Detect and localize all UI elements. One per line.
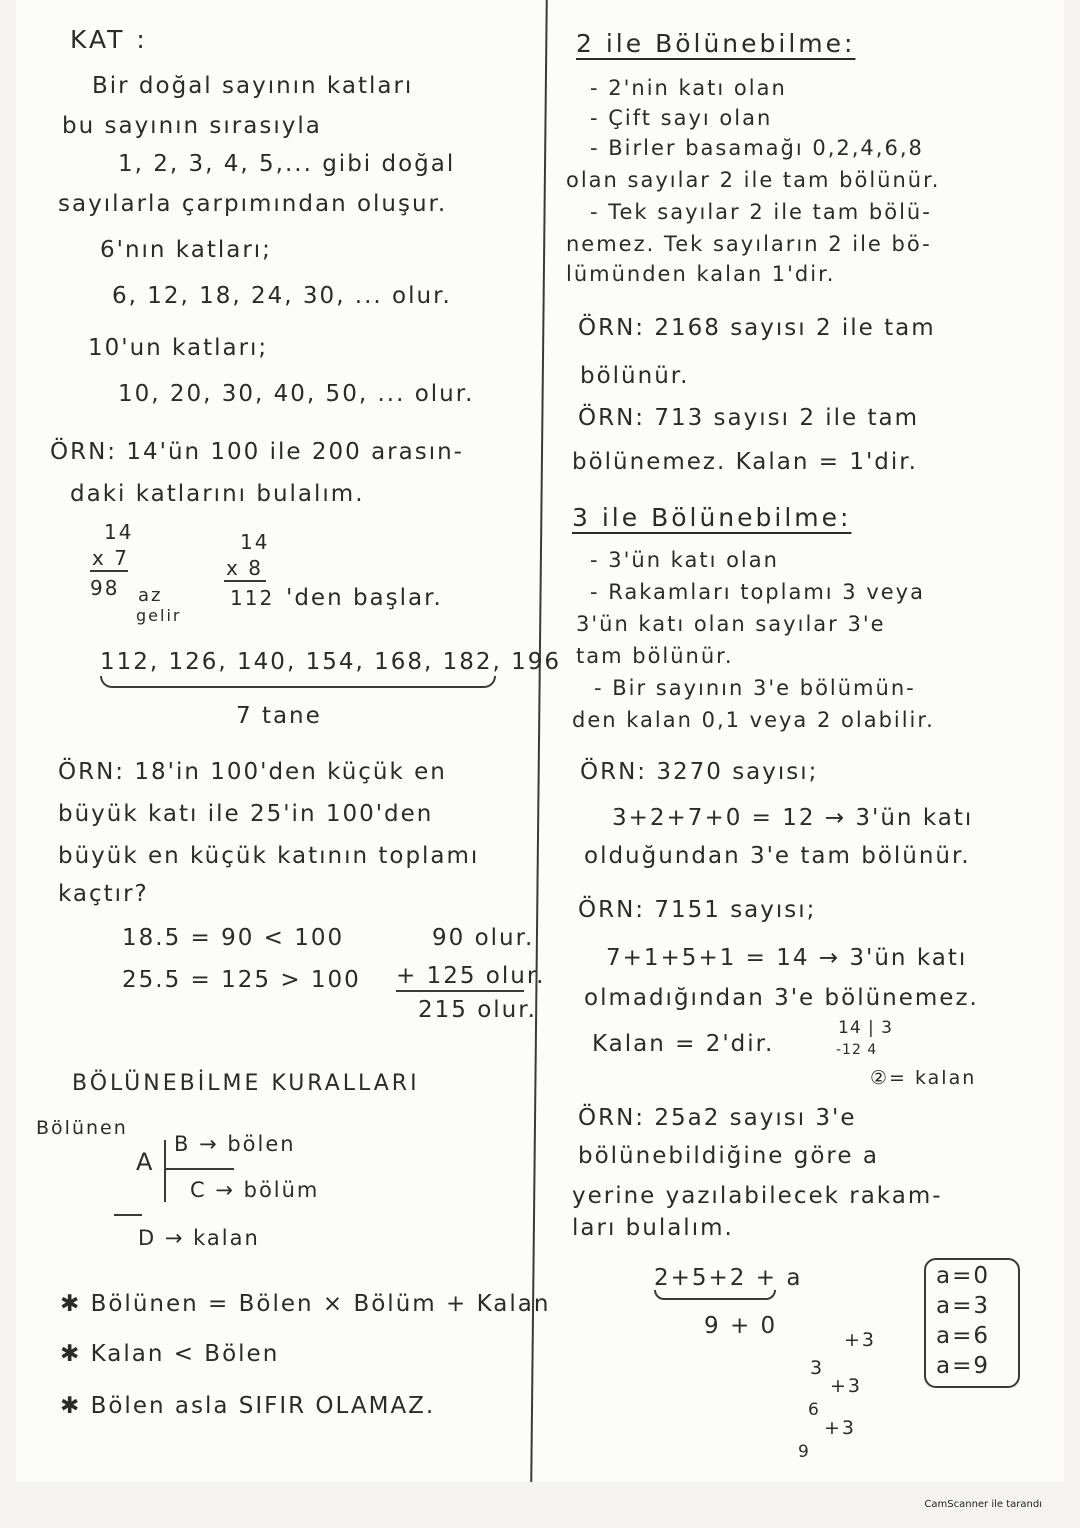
six-multiples-label: 6'nın katları; <box>100 237 272 263</box>
example-line: 3+2+7+0 = 12 → 3'ün katı <box>612 805 974 831</box>
remainder-d: D → kalan <box>138 1226 260 1250</box>
sum-line: 90 olur. <box>432 925 535 951</box>
example-question-line: büyük en küçük katının toplamı <box>58 843 480 869</box>
example-line: olmadığından 3'e bölünemez. <box>584 985 979 1011</box>
example-line: ları bulalım. <box>572 1215 734 1241</box>
long-division: 14 | 3 <box>838 1018 893 1038</box>
sum-line: + 125 olur. <box>396 963 546 989</box>
answer-value: a=3 <box>936 1293 990 1319</box>
division-bar <box>164 1140 166 1202</box>
step-note: +3 <box>844 1329 877 1351</box>
multiples-count: 7 tane <box>236 703 322 729</box>
calc-multiplier: x 7 <box>92 546 129 570</box>
example-line: yerine yazılabilecek rakam- <box>572 1183 943 1209</box>
digit-sum-result: 9 + 0 <box>704 1313 778 1339</box>
scanner-watermark: CamScanner ile tarandı <box>924 1499 1042 1510</box>
rule-line: tam bölünür. <box>576 644 734 668</box>
example-line: olduğundan 3'e tam bölünür. <box>584 843 971 869</box>
calc-note: az <box>138 585 163 606</box>
example-line: 7+1+5+1 = 14 → 3'ün katı <box>606 945 968 971</box>
remainder-rule <box>114 1214 142 1216</box>
calc-note: gelir <box>136 606 182 625</box>
calc-line-2: 25.5 = 125 > 100 <box>122 967 361 993</box>
example-line: ÖRN: 7151 sayısı; <box>578 897 817 923</box>
step-value: 9 <box>798 1442 811 1462</box>
division-rule <box>164 1168 234 1170</box>
example-line: Kalan = 2'dir. <box>592 1031 775 1057</box>
digit-sum: 2+5+2 + a <box>654 1265 803 1291</box>
example-question-line: daki katlarını bulalım. <box>70 481 365 507</box>
example-question-line: kaçtır? <box>58 881 149 907</box>
rule-line: nemez. Tek sayıların 2 ile bö- <box>566 232 932 256</box>
calc-result: 112 <box>230 586 275 610</box>
calc-result: 98 <box>90 576 120 600</box>
rule-line: - Tek sayılar 2 ile tam bölü- <box>590 200 932 224</box>
kat-definition-line: 1, 2, 3, 4, 5,... gibi doğal <box>118 151 456 177</box>
rule-line: - Birler basamağı 0,2,4,6,8 <box>590 136 924 160</box>
step-value: 3 <box>810 1357 825 1379</box>
remainder-note: ②= kalan <box>870 1067 977 1089</box>
kat-definition-line: sayılarla çarpımından oluşur. <box>58 191 448 217</box>
rule-line: - 2'nin katı olan <box>590 76 787 100</box>
example-line: ÖRN: 713 sayısı 2 ile tam <box>578 405 920 431</box>
ten-multiples-label: 10'un katları; <box>88 335 269 361</box>
quotient-c: C → bölüm <box>190 1178 320 1202</box>
answer-value: a=9 <box>936 1353 990 1379</box>
rule-line: ✱ Bölünen = Bölen × Bölüm + Kalan <box>60 1291 551 1317</box>
example-question-line: büyük katı ile 25'in 100'den <box>58 801 434 827</box>
calc-line-1: 18.5 = 90 < 100 <box>122 925 345 951</box>
brace <box>100 676 496 688</box>
sum-rule <box>396 990 524 992</box>
example-question-line: ÖRN: 14'ün 100 ile 200 arasın- <box>50 439 464 465</box>
example-line: bölünemez. Kalan = 1'dir. <box>572 449 918 475</box>
answer-value: a=6 <box>936 1323 990 1349</box>
rule-line: 3'ün katı olan sayılar 3'e <box>576 612 886 636</box>
divisor-b: B → bölen <box>174 1132 296 1156</box>
rule-line: - Çift sayı olan <box>590 106 773 130</box>
example-line: bölünebildiğine göre a <box>578 1143 879 1169</box>
multiples-list: 112, 126, 140, 154, 168, 182, 196 <box>100 649 562 675</box>
rule-line: lümünden kalan 1'dir. <box>566 262 836 286</box>
calc-note: 'den başlar. <box>286 585 443 611</box>
step-note: +3 <box>830 1375 863 1397</box>
example-question-line: ÖRN: 18'in 100'den küçük en <box>58 759 447 785</box>
rule-line: den kalan 0,1 veya 2 olabilir. <box>572 708 935 732</box>
three-divisibility-title: 3 ile Bölünebilme: <box>572 503 852 532</box>
six-multiples-values: 6, 12, 18, 24, 30, ... olur. <box>112 283 452 309</box>
calc-line <box>90 570 128 572</box>
rule-line: olan sayılar 2 ile tam bölünür. <box>566 168 941 192</box>
long-division: -12 4 <box>836 1042 878 1058</box>
rule-line: - Rakamları toplamı 3 veya <box>590 580 925 604</box>
calc-multiplicand: 14 <box>104 520 134 544</box>
kat-definition-line: Bir doğal sayının katları <box>92 73 414 99</box>
example-line: ÖRN: 25a2 sayısı 3'e <box>578 1105 857 1131</box>
sum-total: 215 olur. <box>418 997 537 1023</box>
example-line: ÖRN: 3270 sayısı; <box>580 759 819 785</box>
dividend-a: A <box>136 1148 155 1176</box>
rule-line: - Bir sayının 3'e bölümün- <box>594 676 916 700</box>
example-line: bölünür. <box>580 363 690 389</box>
brace <box>654 1290 776 1300</box>
dividend-label: Bölünen <box>36 1117 128 1139</box>
answer-value: a=0 <box>936 1263 990 1289</box>
calc-line <box>224 580 266 582</box>
rule-line: ✱ Bölen asla SIFIR OLAMAZ. <box>60 1393 436 1419</box>
calc-multiplier: x 8 <box>226 556 263 580</box>
divisibility-title: BÖLÜNEBİLME KURALLARI <box>72 1071 420 1096</box>
rule-line: ✱ Kalan < Bölen <box>60 1341 280 1367</box>
kat-definition-line: bu sayının sırasıyla <box>62 113 322 139</box>
step-value: 6 <box>808 1400 821 1420</box>
calc-multiplicand: 14 <box>240 530 270 554</box>
kat-title: KAT : <box>70 25 148 54</box>
rule-line: - 3'ün katı olan <box>590 548 779 572</box>
ten-multiples-values: 10, 20, 30, 40, 50, ... olur. <box>118 381 475 407</box>
example-line: ÖRN: 2168 sayısı 2 ile tam <box>578 315 936 341</box>
two-divisibility-title: 2 ile Bölünebilme: <box>576 29 856 58</box>
step-note: +3 <box>824 1417 857 1439</box>
